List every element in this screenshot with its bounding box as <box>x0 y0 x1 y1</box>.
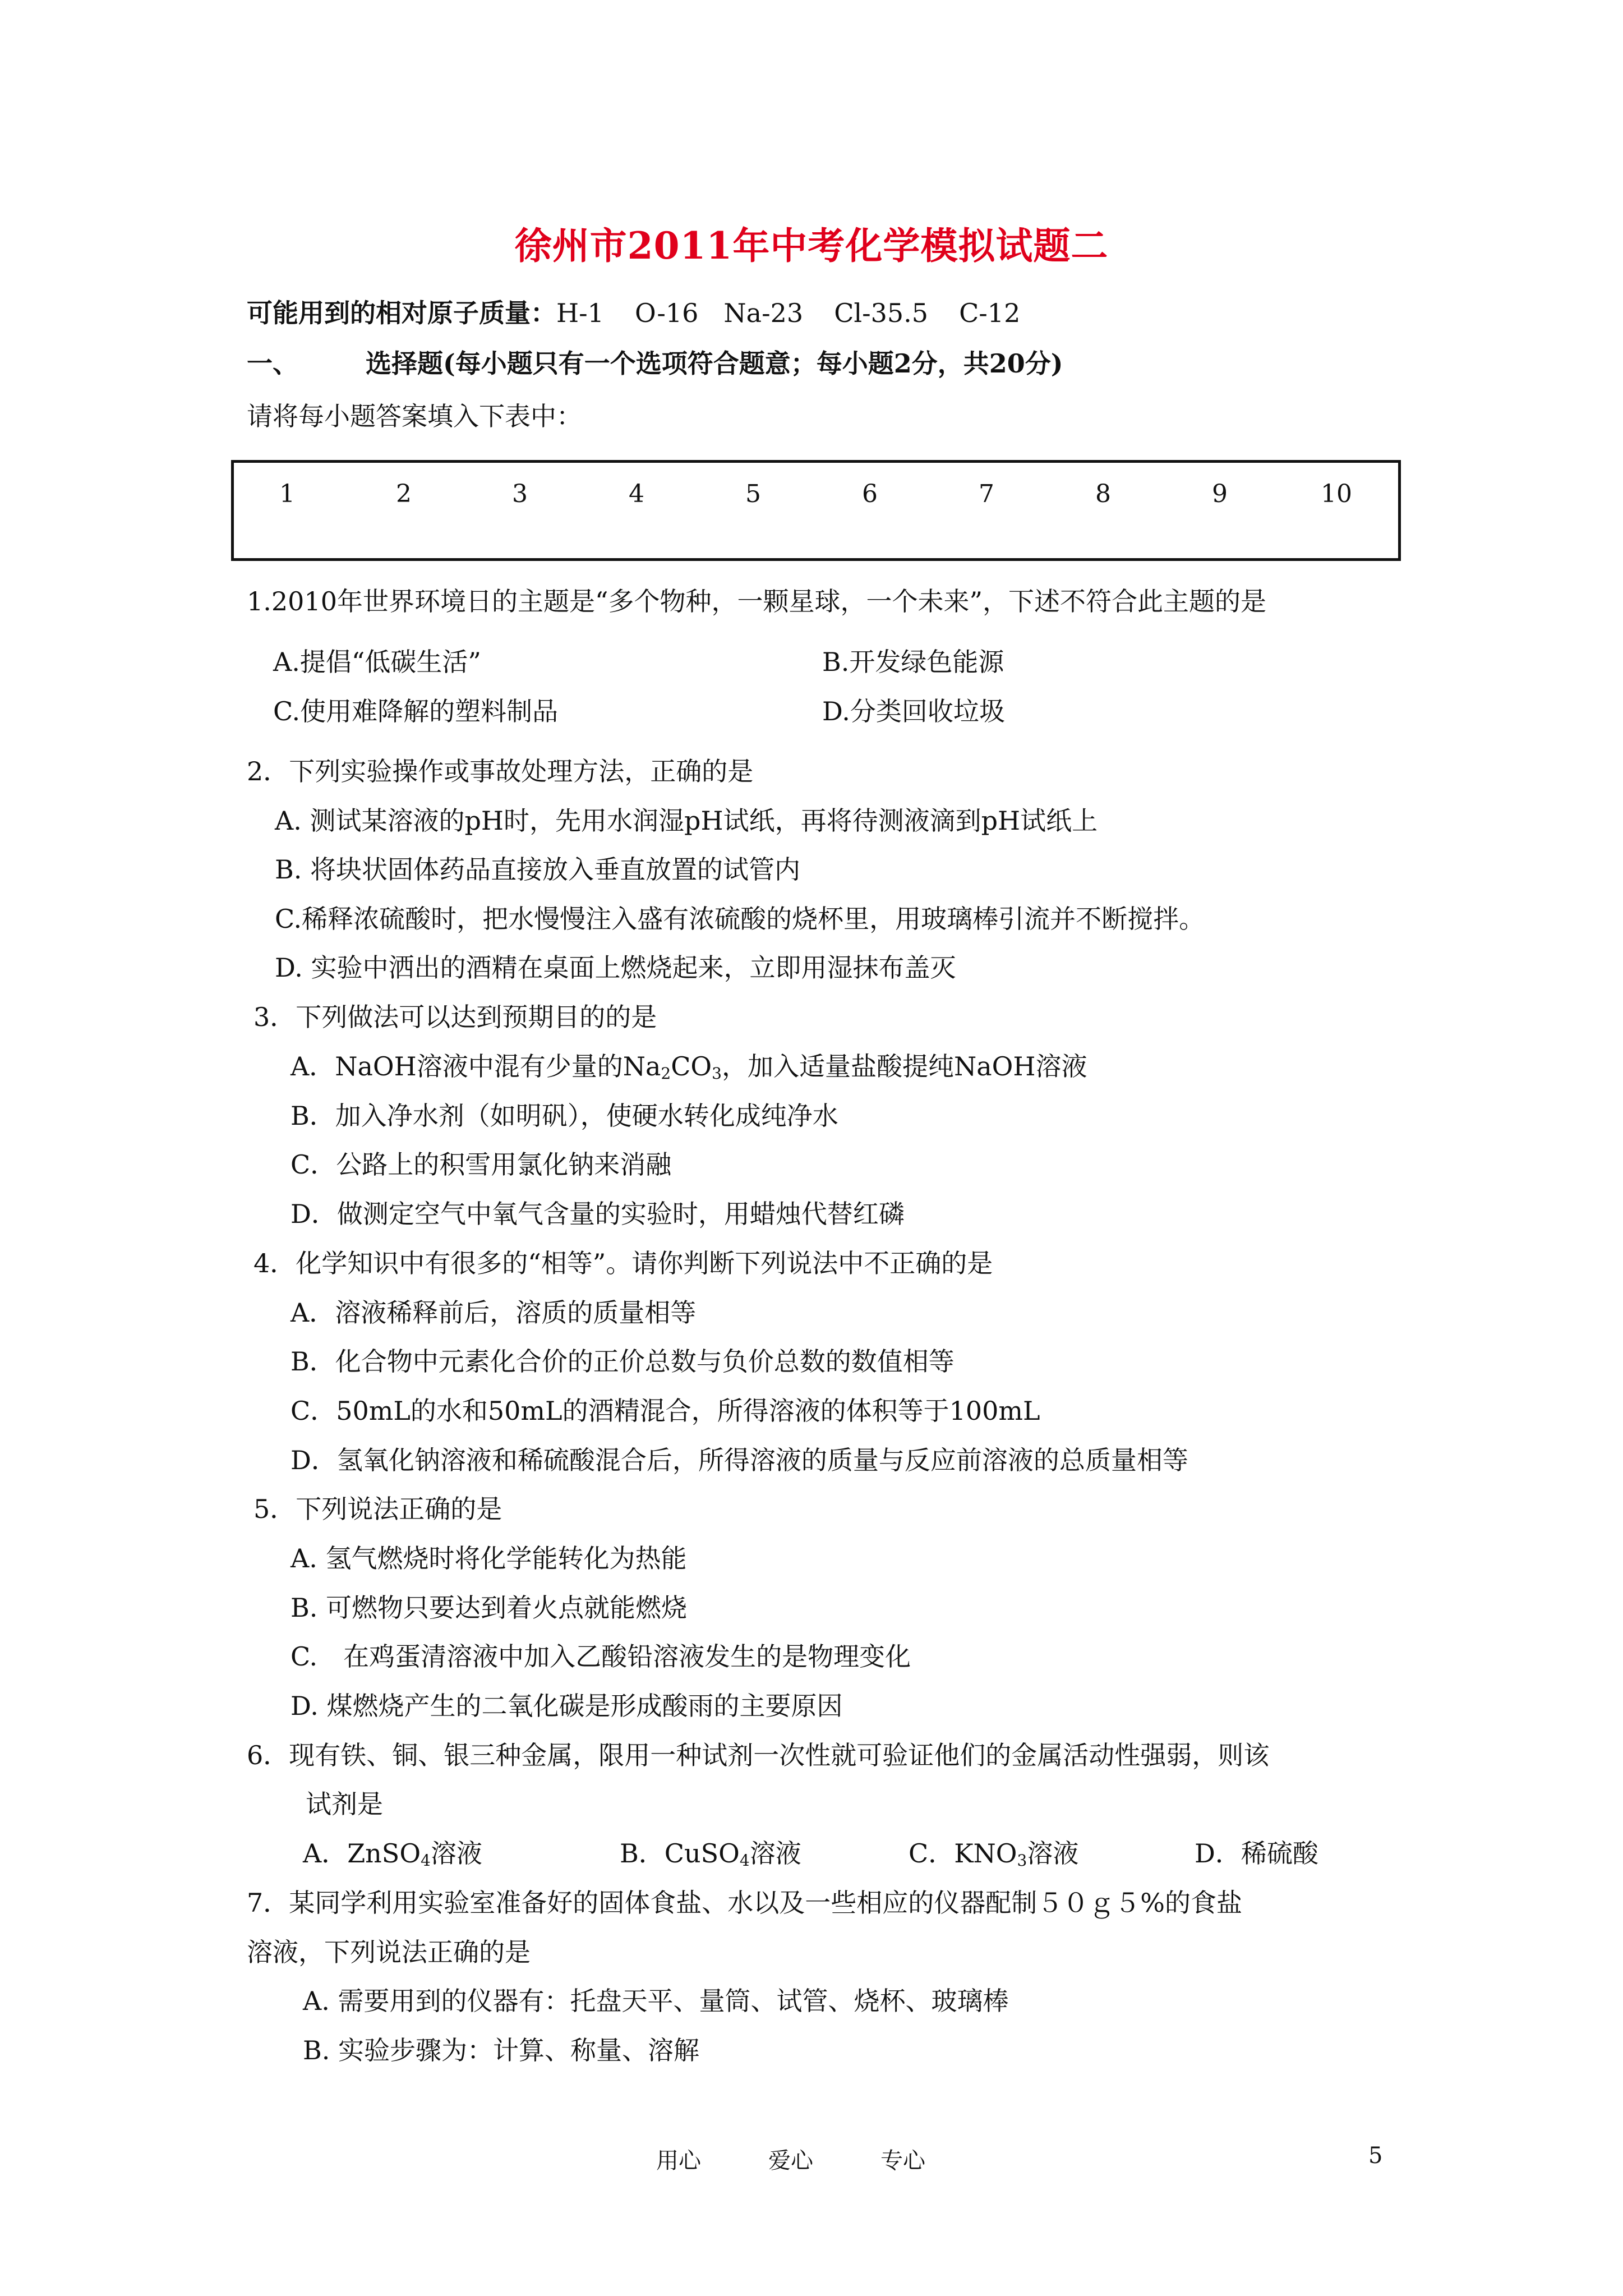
mass-c: C-12 <box>959 298 1021 328</box>
q3-option-a-sub2: 3 <box>712 1064 722 1083</box>
q6-option-a-post: 溶液 <box>430 1838 482 1869</box>
q6-stem-line2: 试剂是 <box>306 1789 383 1819</box>
q5-option-d: D. 煤燃烧产生的二氧化碳是形成酸雨的主要原因 <box>291 1691 843 1721</box>
q6-option-c-sub: 3 <box>1017 1851 1027 1870</box>
q6-option-b <box>620 1837 801 1878</box>
q2-stem: 2．下列实验操作或事故处理方法，正确的是 <box>247 756 754 786</box>
mass-h: H-1 <box>556 298 604 328</box>
section1-instruction: 请将每小题答案填入下表中： <box>247 401 582 431</box>
answer-col-2: 2 <box>396 480 412 508</box>
q6-option-c <box>909 1837 1078 1878</box>
q6-option-c-text: C．KNO <box>909 1838 1017 1869</box>
q5-option-a: A. 氢气燃烧时将化学能转化为热能 <box>291 1543 687 1573</box>
q1-option-b: B.开发绿色能源 <box>822 647 1004 677</box>
q1-option-a: A.提倡“低碳生活” <box>273 647 481 677</box>
q6-option-a-text: A．ZnSO <box>303 1838 421 1869</box>
q2-option-a: A. 测试某溶液的pH时，先用水润湿pH试纸，再将待测液滴到pH试纸上 <box>275 806 1098 836</box>
footer-motto-3: 专心 <box>880 2148 925 2174</box>
q2-option-c: C.稀释浓硫酸时，把水慢慢注入盛有浓硫酸的烧杯里，用玻璃棒引流并不断搅拌。 <box>275 904 1205 934</box>
answer-col-7: 7 <box>979 480 994 508</box>
q2-option-b: B. 将块状固体药品直接放入垂直放置的试管内 <box>275 854 801 885</box>
section1-number: 一、 <box>247 348 298 379</box>
q1-option-c: C.使用难降解的塑料制品 <box>273 696 559 726</box>
q1-option-d: D.分类回收垃圾 <box>822 696 1005 726</box>
answer-col-8: 8 <box>1095 480 1111 508</box>
q6-option-a <box>303 1837 482 1878</box>
q7-stem-line1: 7．某同学利用实验室准备好的固体食盐、水以及一些相应的仪器配制５０ｇ５%的食盐 <box>247 1888 1242 1918</box>
answer-col-3: 3 <box>512 480 528 508</box>
q7-stem-line2: 溶液，下列说法正确的是 <box>247 1937 531 1967</box>
q3-option-a <box>291 1050 1087 1091</box>
q6-stem-line1: 6．现有铁、铜、银三种金属，限用一种试剂一次性就可验证他们的金属活动性强弱，则该 <box>247 1740 1270 1770</box>
q6-option-c-post: 溶液 <box>1027 1838 1079 1869</box>
answer-col-4: 4 <box>629 480 644 508</box>
q4-option-c: C．50mL的水和50mL的酒精混合，所得溶液的体积等于100mL <box>291 1396 1040 1426</box>
q5-stem: 5．下列说法正确的是 <box>253 1494 502 1524</box>
answer-col-5: 5 <box>745 480 761 508</box>
footer-motto-1: 用心 <box>656 2148 701 2174</box>
page-title: 徐州市2011年中考化学模拟试题二 <box>514 224 1109 268</box>
q7-option-a: A. 需要用到的仪器有：托盘天平、量筒、试管、烧杯、玻璃棒 <box>303 1986 1009 2016</box>
answer-col-10: 10 <box>1321 480 1352 508</box>
q3-option-a-text: A．NaOH溶液中混有少量的Na <box>291 1051 661 1082</box>
q3-option-a-mid: CO <box>671 1051 712 1082</box>
section1-heading: 选择题(每小题只有一个选项符合题意；每小题2分，共20分) <box>366 348 1063 379</box>
answer-table <box>231 460 1401 561</box>
q7-option-b: B. 实验步骤为：计算、称量、溶解 <box>303 2035 700 2065</box>
q3-option-c: C．公路上的积雪用氯化钠来消融 <box>291 1149 672 1180</box>
q6-option-b-sub: 4 <box>739 1851 750 1870</box>
q3-option-b: B．加入净水剂（如明矾），使硬水转化成纯净水 <box>291 1101 838 1131</box>
q3-option-d: D．做测定空气中氧气含量的实验时，用蜡烛代替红磷 <box>291 1199 905 1229</box>
q4-stem: 4．化学知识中有很多的“相等”。请你判断下列说法中不正确的是 <box>253 1248 993 1278</box>
q5-option-b: B. 可燃物只要达到着火点就能燃烧 <box>291 1593 688 1623</box>
q6-option-b-text: B．CuSO <box>620 1838 740 1869</box>
atomic-masses-line <box>247 296 1020 330</box>
q6-option-a-sub: 4 <box>421 1851 431 1870</box>
answer-col-6: 6 <box>862 480 878 508</box>
page-number: 5 <box>1368 2143 1383 2169</box>
q4-option-a: A．溶液稀释前后，溶质的质量相等 <box>291 1297 697 1328</box>
q5-option-c: C. 在鸡蛋清溶液中加入乙酸铅溶液发生的是物理变化 <box>291 1641 911 1672</box>
q3-option-a-post: ，加入适量盐酸提纯NaOH溶液 <box>721 1051 1087 1082</box>
mass-na: Na-23 <box>723 298 804 328</box>
section1-heading-line <box>247 347 1063 380</box>
answer-col-1: 1 <box>279 480 295 508</box>
q4-option-b: B．化合物中元素化合价的正价总数与负价总数的数值相等 <box>291 1346 955 1377</box>
footer-motto-2: 爱心 <box>768 2148 813 2174</box>
q6-option-b-post: 溶液 <box>749 1838 801 1869</box>
q3-option-a-sub1: 2 <box>661 1064 671 1083</box>
mass-cl: Cl-35.5 <box>834 298 929 328</box>
answer-col-9: 9 <box>1212 480 1228 508</box>
q4-option-d: D．氢氧化钠溶液和稀硫酸混合后，所得溶液的质量与反应前溶液的总质量相等 <box>291 1445 1188 1475</box>
atomic-masses-label: 可能用到的相对原子质量： <box>247 298 556 328</box>
q6-option-d: D．稀硫酸 <box>1195 1838 1318 1869</box>
q2-option-d: D. 实验中洒出的酒精在桌面上燃烧起来，立即用湿抹布盖灭 <box>275 953 956 983</box>
q3-stem: 3．下列做法可以达到预期目的的是 <box>253 1002 657 1032</box>
mass-o: O-16 <box>634 298 699 328</box>
q1-stem: 1.2010年世界环境日的主题是“多个物种，一颗星球，一个未来”，下述不符合此主题的是 <box>247 586 1266 616</box>
